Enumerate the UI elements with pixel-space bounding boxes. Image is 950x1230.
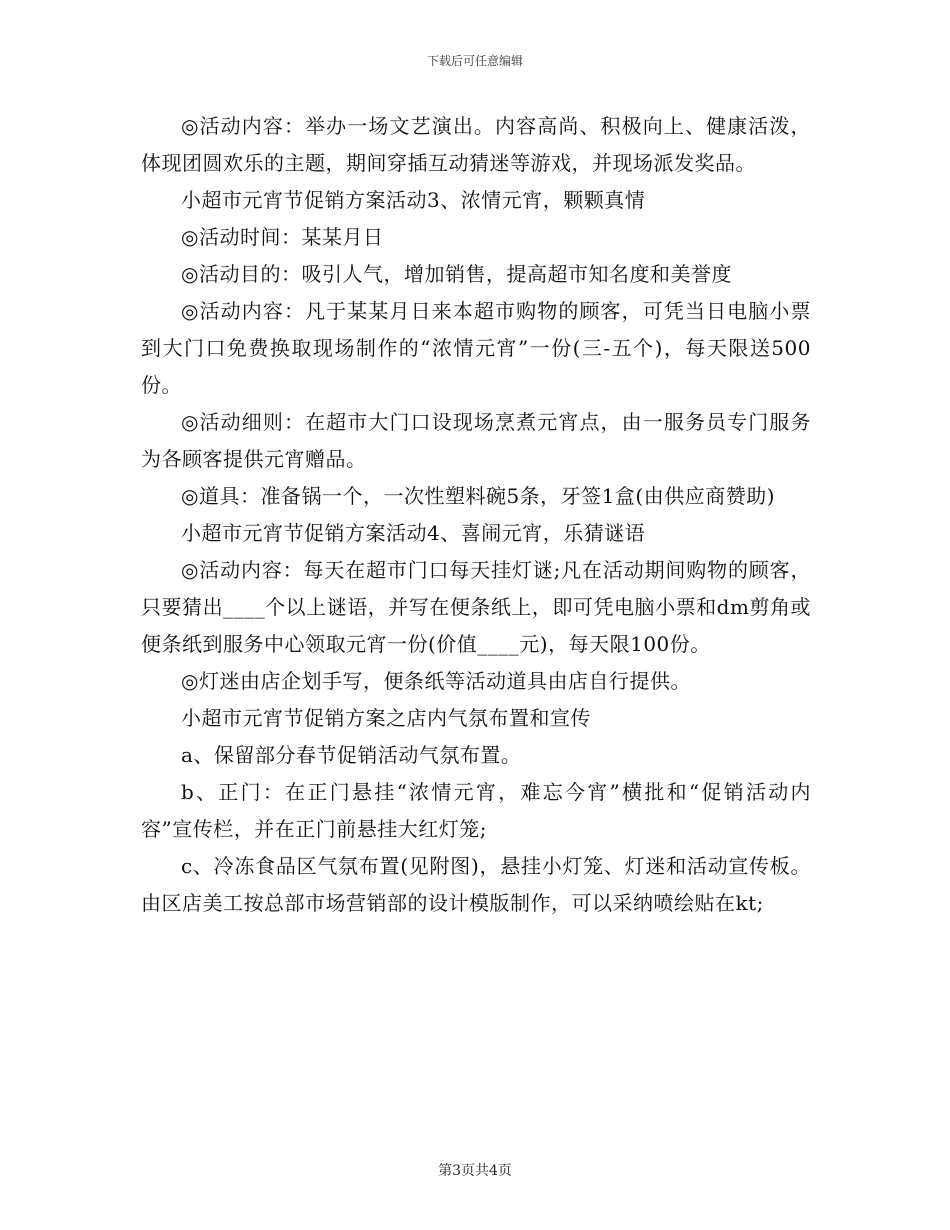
paragraph: c、冷冻食品区气氛布置(见附图)，悬挂小灯笼、灯迷和活动宣传板。由区店美工按总部市场营销部的设计模版制作，可以采纳喷绘贴在kt; bbox=[141, 854, 811, 915]
paragraph: ◎活动目的：吸引人气，增加销售，提高超市知名度和美誉度 bbox=[181, 262, 732, 286]
document-body bbox=[141, 108, 811, 922]
paragraph: ◎道具：准备锅一个，一次性塑料碗5条，牙签1盒(由供应商赞助) bbox=[181, 484, 776, 508]
paragraph: ◎活动内容：举办一场文艺演出。内容高尚、积极向上、健康活泼，体现团圆欢乐的主题，期间穿插互动猜迷等游戏，并现场派发奖品。 bbox=[141, 114, 811, 175]
paragraph: ◎活动内容：每天在超市门口每天挂灯谜;凡在活动期间购物的顾客，只要猜出____个以上谜语，并写在便条纸上，即可凭电脑小票和dm剪角或便条纸到服务中心领取元宵一份(价值____元)，每天限100份。 bbox=[141, 558, 811, 656]
paragraph: ◎活动内容：凡于某某月日来本超市购物的顾客，可凭当日电脑小票到大门口免费换取现场制作的“浓情元宵”一份(三-五个)，每天限送500份。 bbox=[141, 299, 811, 397]
paragraph: b、正门：在正门悬挂“浓情元宵，难忘今宵”横批和“促销活动内容”宣传栏，并在正门前悬挂大红灯笼; bbox=[141, 780, 811, 841]
section-heading: 小超市元宵节促销方案之店内气氛布置和宣传 bbox=[181, 706, 591, 730]
paragraph: ◎灯迷由店企划手写，便条纸等活动道具由店自行提供。 bbox=[181, 669, 691, 693]
section-heading: 小超市元宵节促销方案活动3、浓情元宵，颗颗真情 bbox=[181, 188, 646, 212]
page-header: 下载后可任意编辑 bbox=[426, 54, 523, 68]
paragraph: ◎活动时间：某某月日 bbox=[181, 225, 384, 249]
section-heading: 小超市元宵节促销方案活动4、喜闹元宵，乐猜谜语 bbox=[181, 521, 646, 545]
page-number: 第3页共4页 bbox=[438, 1163, 512, 1179]
paragraph: a、保留部分春节促销活动气氛布置。 bbox=[181, 743, 522, 767]
paragraph: ◎活动细则：在超市大门口设现场烹煮元宵点，由一服务员专门服务为各顾客提供元宵赠品。 bbox=[141, 410, 811, 471]
